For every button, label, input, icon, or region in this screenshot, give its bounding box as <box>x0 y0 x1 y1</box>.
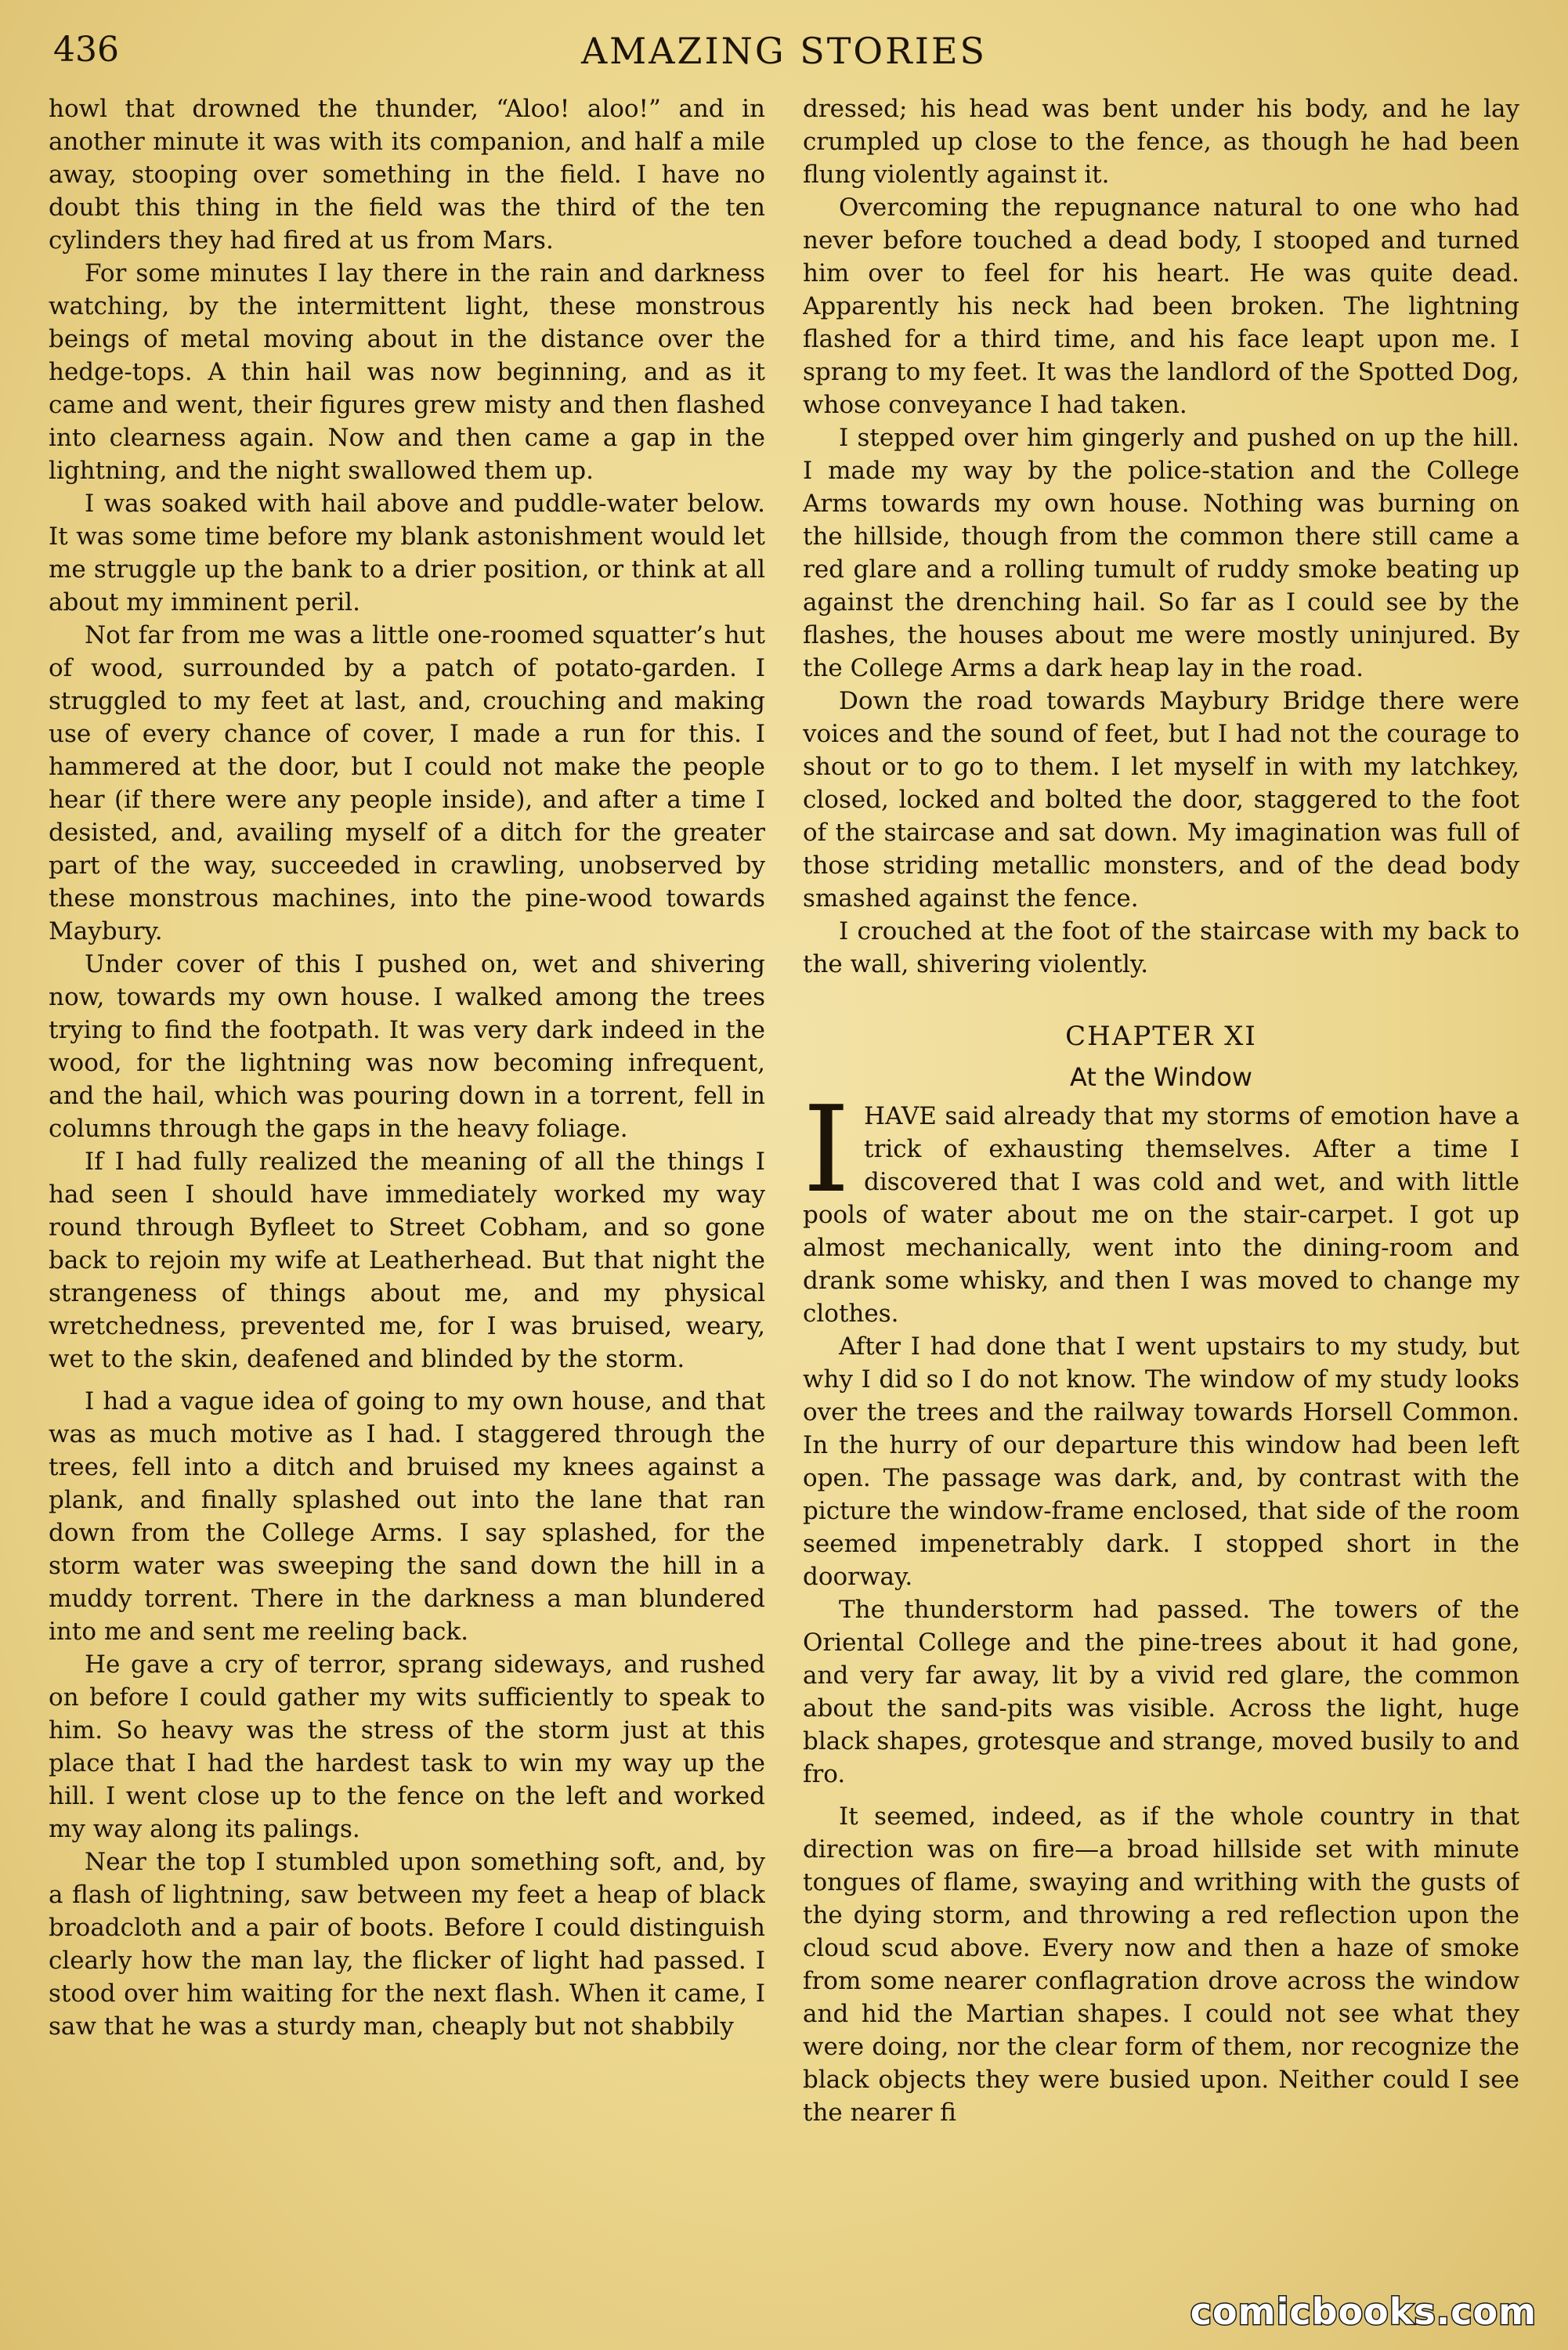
paragraph: He gave a cry of terror, sprang sideways, and rushed on before I could gather my wits sufficiently to speak to him. So heavy was the stress of the storm just at this place that I had the hardest task to win my way up the hill. I went close up to the fence on the left and worked my way along its palings. <box>49 1650 765 1843</box>
paragraph: Under cover of this I pushed on, wet and shivering now, towards my own house. I walked among the trees trying to find the footpath. It was very dark indeed in the wood, for the lightning was now becoming infrequent, and the hail, which was pouring down in a torrent, fell in columns through the gaps in the heavy foliage. <box>49 950 765 1143</box>
left-column <box>49 92 765 2333</box>
first-paragraph-text: HAVE said already that my storms of emotion have a trick of exhausting themselves. After a time I discovered that I was cold and wet, and with little pools of water about me on the stair-carpet. I got up almost mechanically, went into the dining-room and drank some whisky, and then I was moved to change my clothes. <box>803 1102 1519 1328</box>
paragraph: I stepped over him gingerly and pushed on up the hill. I made my way by the police-station and the College Arms towards my own house. Nothing was burning on the hillside, though from the common there still came a red glare and a rolling tumult of ruddy smoke beating up against the drenching hail. So far as I could see by the flashes, the houses about me were mostly uninjured. By the College Arms a dark heap lay in the road. <box>803 424 1519 682</box>
paragraph: After I had done that I went upstairs to my study, but why I did so I do not know. The window of my study looks over the trees and the railway towards Horsell Common. In the hurry of our departure this window had been left open. The passage was dark, and, by contrast with the picture the window-frame enclosed, that side of the room seemed impenetrably dark. I stopped short in the doorway. <box>803 1332 1519 1591</box>
magazine-title: AMAZING STORIES <box>580 30 988 72</box>
chapter-heading: CHAPTER XI <box>1065 1021 1257 1052</box>
paragraph: I had a vague idea of going to my own house, and that was as much motive as I had. I staggered through the trees, fell into a ditch and bruised my knees against a plank, and finally splashed out into the lane that ran down from the College Arms. I say splashed, for the storm water was sweeping the sand down the hill in a muddy torrent. There in the darkness a man blundered into me and sent me reeling back. <box>49 1387 765 1646</box>
paragraph: Not far from me was a little one-roomed squatter’s hut of wood, surrounded by a patch of potato-garden. I struggled to my feet at last, and, crouching and making use of every chance of cover, I made a run for this. I hammered at the door, but I could not make the people hear (if there were any people inside), and after a time I desisted, and, availing myself of a ditch for the greater part of the way, succeeded in crawling, unobserved by these monstrous machines, into the pine-wood towards Maybury. <box>49 621 765 945</box>
paragraph: I was soaked with hail above and puddle-water below. It was some time before my blank astonishment would let me struggle up the bank to a drier position, or think at all about my imminent peril. <box>49 490 765 616</box>
watermark-logo: comicbooks.com <box>1190 2290 1537 2333</box>
paragraph: Down the road towards Maybury Bridge there were voices and the sound of feet, but I had not the courage to shout or to go to them. I let myself in with my latchkey, closed, locked and bolted the door, staggered to the foot of the staircase and sat down. My imagination was full of those striding metallic monsters, and of the dead body smashed against the fence. <box>803 687 1519 913</box>
drop-cap: I <box>803 1080 851 1219</box>
paragraph: Near the top I stumbled upon something soft, and, by a flash of lightning, saw between my feet a heap of black broadcloth and a pair of boots. Before I could distinguish clearly how the man lay, the flicker of light had passed. I stood over him waiting for the next flash. When it came, I saw that he was a sturdy man, cheaply but not shabbily <box>49 1848 765 2041</box>
paragraph: dressed; his head was bent under his body, and he lay crumpled up close to the fence, as though he had been flung violently against it. <box>803 95 1519 189</box>
paragraph: For some minutes I lay there in the rain and darkness watching, by the intermittent light, these monstrous beings of metal moving about in the distance over the hedge-tops. A thin hail was now beginning, and as it came and went, their figures grew misty and then flashed into clearness again. Now and then came a gap in the lightning, and the night swallowed them up. <box>49 259 765 485</box>
paragraph: The thunderstorm had passed. The towers of the Oriental College and the pine-trees about it had gone, and very far away, lit by a vivid red glare, the common about the sand-pits was visible. Across the light, huge black shapes, grotesque and strange, moved busily to and fro. <box>803 1596 1519 1788</box>
paragraph: Overcoming the repugnance natural to one who had never before touched a dead body, I stooped and turned him over to feel for his heart. He was quite dead. Apparently his neck had been broken. The lightning flashed for a third time, and his face leapt upon me. I sprang to my feet. It was the landlord of the Spotted Dog, whose conveyance I had taken. <box>803 193 1519 419</box>
page-header <box>47 30 1521 85</box>
paragraph: It seemed, indeed, as if the whole country in that direction was on fire—a broad hillside set with minute tongues of flame, swaying and writhing with the gusts of the dying storm, and throwing a red reflection upon the cloud scud above. Every now and then a haze of smoke from some nearer conflagration drove across the window and hid the Martian shapes. I could not see what they were doing, nor the clear form of them, nor recognize the black objects they were busied upon. Neither could I see the nearer fi <box>803 1802 1519 2127</box>
chapter-subtitle: At the Window <box>1070 1062 1252 1092</box>
chapter-first-paragraph <box>803 1080 1519 1330</box>
paragraph: howl that drowned the thunder, “Aloo! aloo!” and in another minute it was with its companion, and half a mile away, stooping over something in the field. I have no doubt this thing in the field was the third of the ten cylinders they had fired at us from Mars. <box>49 95 765 255</box>
paragraph: If I had fully realized the meaning of all the things I had seen I should have immediately worked my way round through Byfleet to Street Cobham, and so gone back to rejoin my wife at Leatherhead. But that night the strangeness of things about me, and my physical wretchedness, prevented me, for I was bruised, weary, wet to the skin, deafened and blinded by the storm. <box>49 1148 765 1373</box>
page-number: 436 <box>53 30 119 70</box>
right-column <box>803 92 1519 2333</box>
paragraph: I crouched at the foot of the staircase with my back to the wall, shivering violently. <box>803 917 1519 978</box>
